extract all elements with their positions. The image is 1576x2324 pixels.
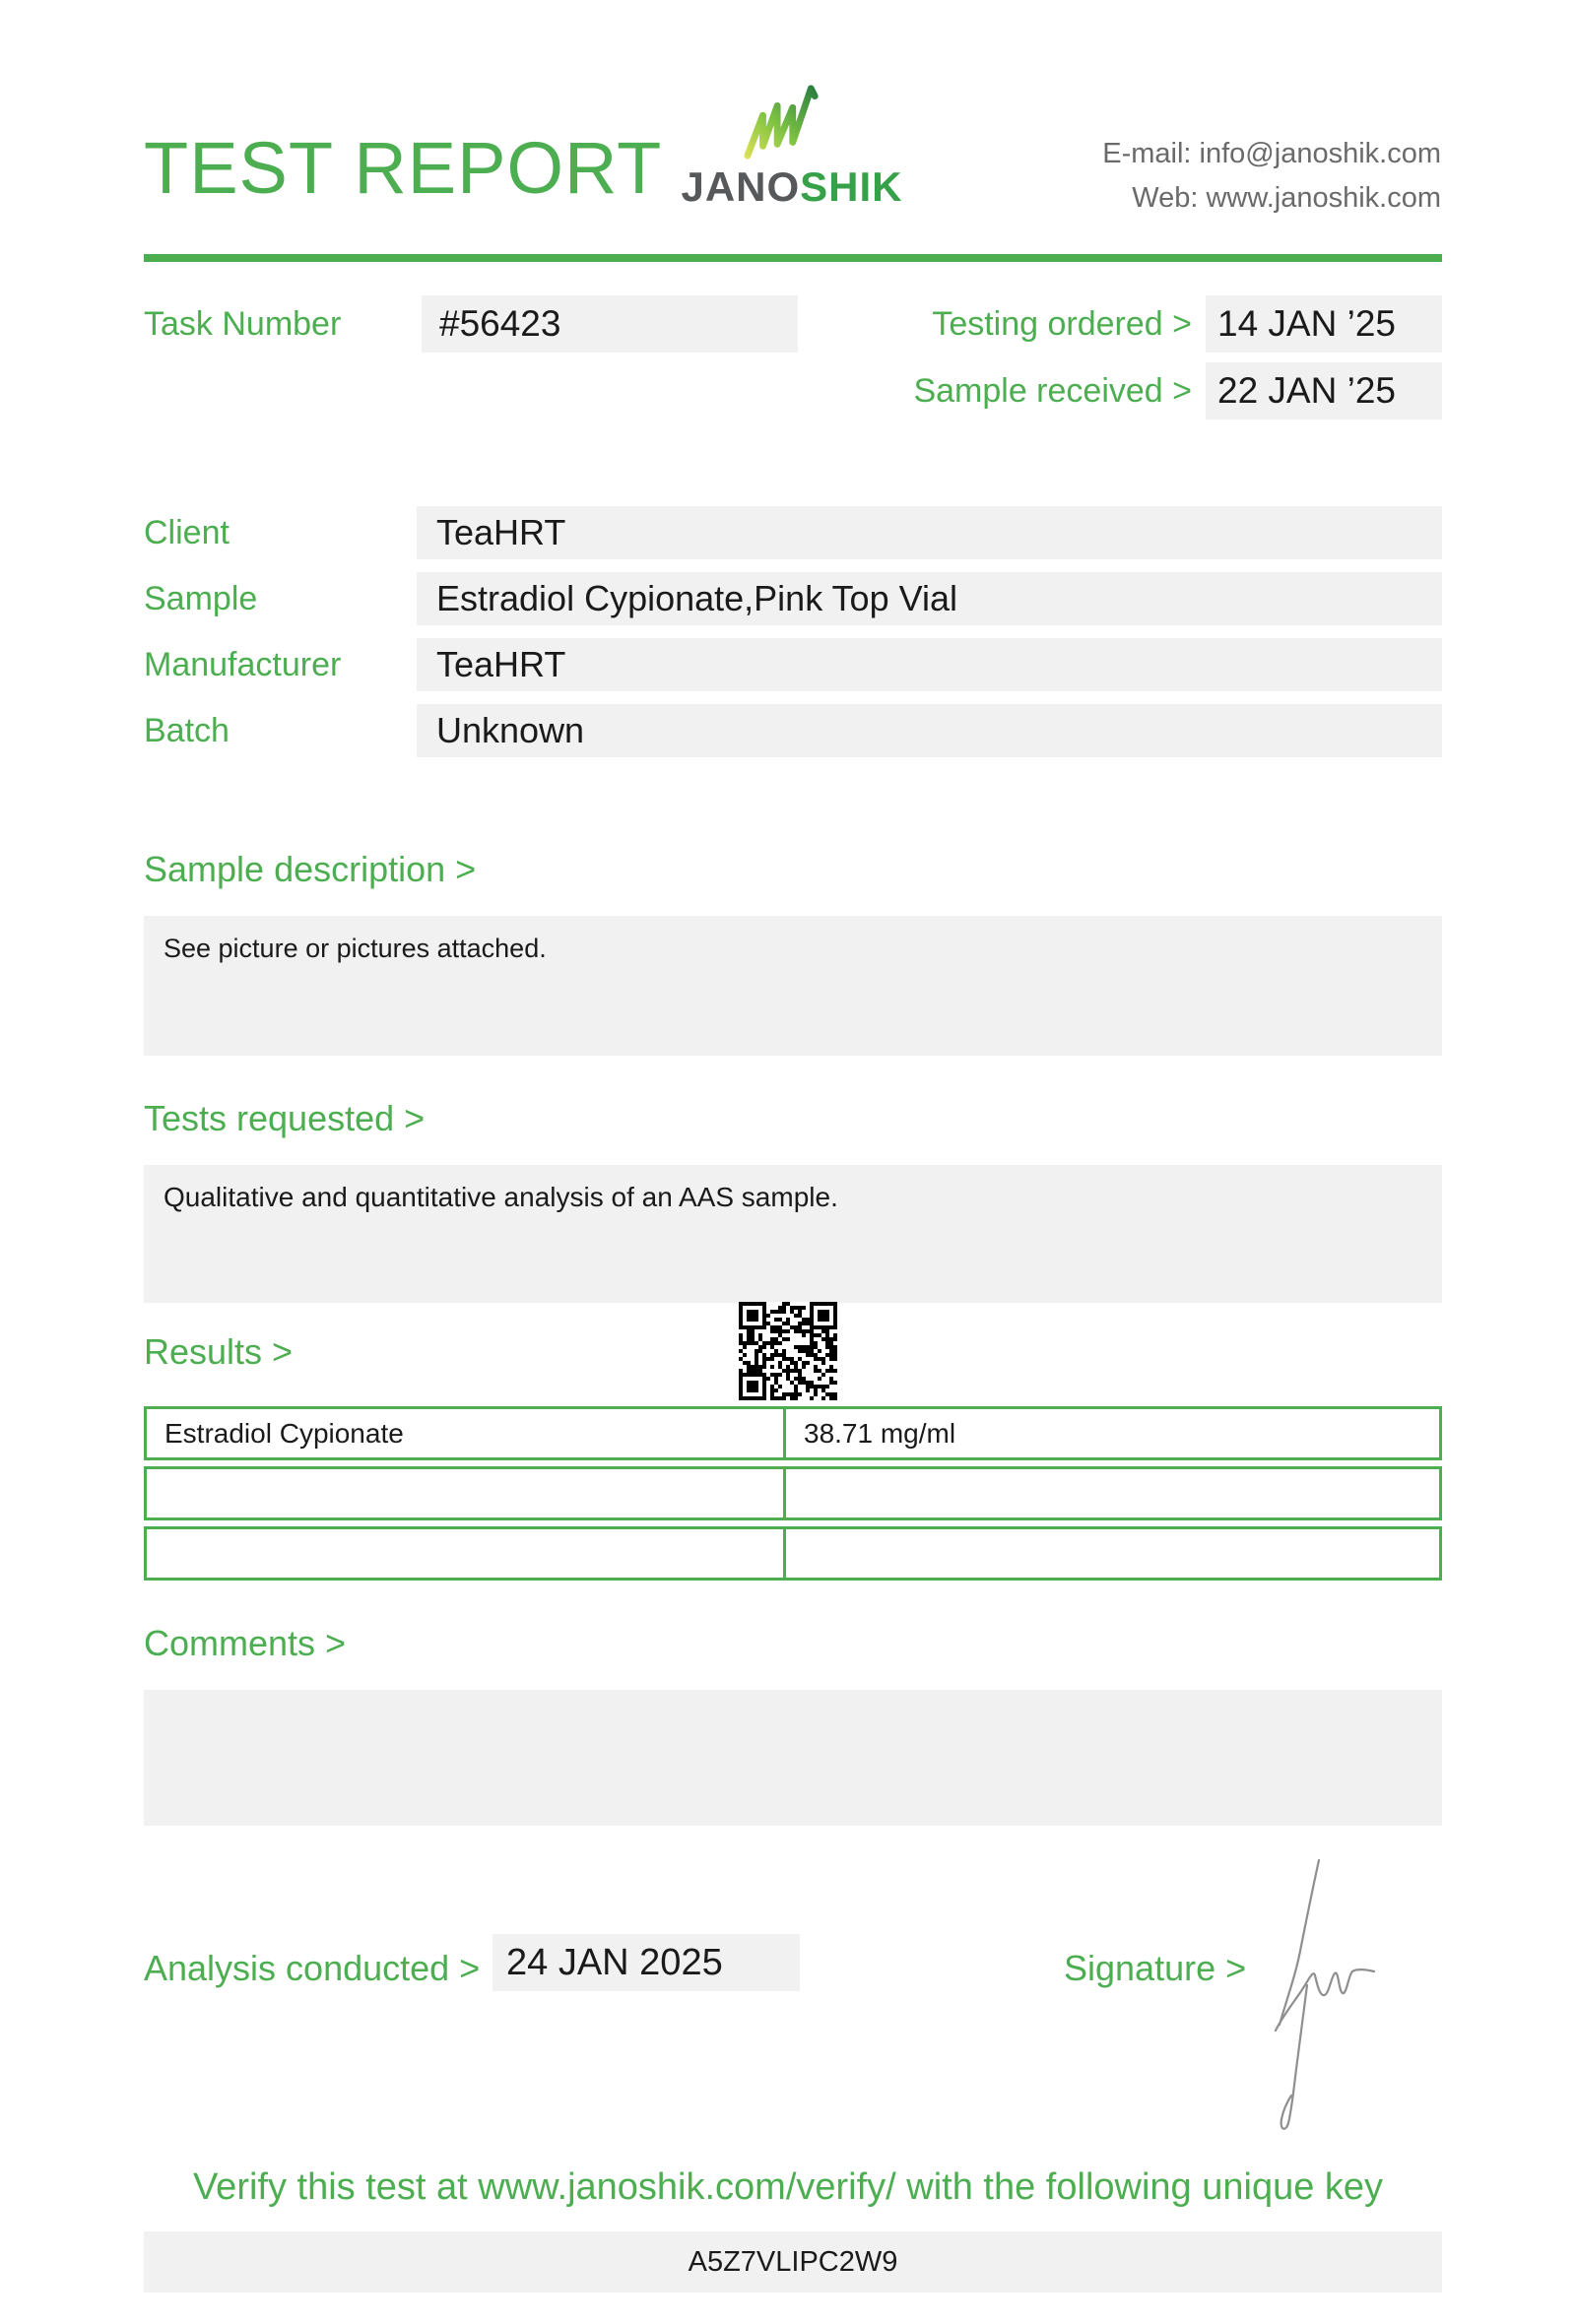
qr-code	[739, 1302, 837, 1405]
janoshik-logo-chart-icon	[739, 81, 825, 166]
manufacturer-label: Manufacturer	[144, 646, 342, 683]
wordmark-gray-part: JANO	[681, 163, 801, 210]
signature-label: Signature >	[1064, 1948, 1247, 1988]
task-number-value: #56423	[422, 295, 798, 353]
verify-instruction: Verify this test at www.janoshik.com/verify/ with the following unique key	[192, 2166, 1384, 2208]
tests-requested-heading: Tests requested >	[144, 1098, 426, 1138]
table-row	[144, 1466, 1442, 1520]
verify-key: A5Z7VLIPC2W9	[144, 2231, 1442, 2292]
batch-value: Unknown	[417, 704, 1442, 757]
analysis-conducted-label: Analysis conducted >	[144, 1948, 481, 1988]
sample-received-value: 22 JAN ’25	[1206, 362, 1442, 420]
tests-requested-box	[144, 1165, 1442, 1303]
web-line: Web: www.janoshik.com	[1132, 182, 1441, 214]
result-cell	[786, 1526, 1442, 1581]
table-row	[144, 1526, 1442, 1581]
analysis-conducted-value: 24 JAN 2025	[492, 1934, 800, 1991]
analyte-cell	[144, 1526, 786, 1581]
sample-value: Estradiol Cypionate,Pink Top Vial	[417, 572, 1442, 625]
sample-description-box	[144, 916, 1442, 1056]
janoshik-wordmark	[676, 163, 908, 211]
wordmark-green-part: SHIK	[800, 163, 903, 210]
testing-ordered-value: 14 JAN ’25	[1206, 295, 1442, 353]
page-title: TEST REPORT	[144, 127, 663, 209]
table-row	[144, 1406, 1442, 1460]
sample-description-heading: Sample description >	[144, 849, 477, 889]
analyte-cell: Estradiol Cypionate	[144, 1406, 786, 1460]
comments-heading: Comments >	[144, 1623, 347, 1663]
sample-received-label: Sample received >	[913, 372, 1192, 410]
client-label: Client	[144, 514, 230, 551]
green-divider	[144, 254, 1442, 262]
handwritten-signature	[1264, 1847, 1394, 2148]
sample-description-text: See picture or pictures attached.	[164, 934, 547, 963]
analyte-cell	[144, 1466, 786, 1520]
comments-box	[144, 1690, 1442, 1826]
batch-label: Batch	[144, 712, 230, 749]
manufacturer-value: TeaHRT	[417, 638, 1442, 691]
tests-requested-text: Qualitative and quantitative analysis of an AAS sample.	[164, 1182, 838, 1212]
results-heading: Results >	[144, 1331, 294, 1372]
contact-block	[1102, 132, 1441, 221]
client-value: TeaHRT	[417, 506, 1442, 559]
result-cell: 38.71 mg/ml	[786, 1406, 1442, 1460]
task-number-label: Task Number	[144, 305, 342, 343]
result-cell	[786, 1466, 1442, 1520]
email-line: E-mail: info@janoshik.com	[1102, 138, 1441, 169]
testing-ordered-label: Testing ordered >	[932, 305, 1192, 343]
results-table	[144, 1406, 1442, 1586]
sample-label: Sample	[144, 580, 258, 617]
